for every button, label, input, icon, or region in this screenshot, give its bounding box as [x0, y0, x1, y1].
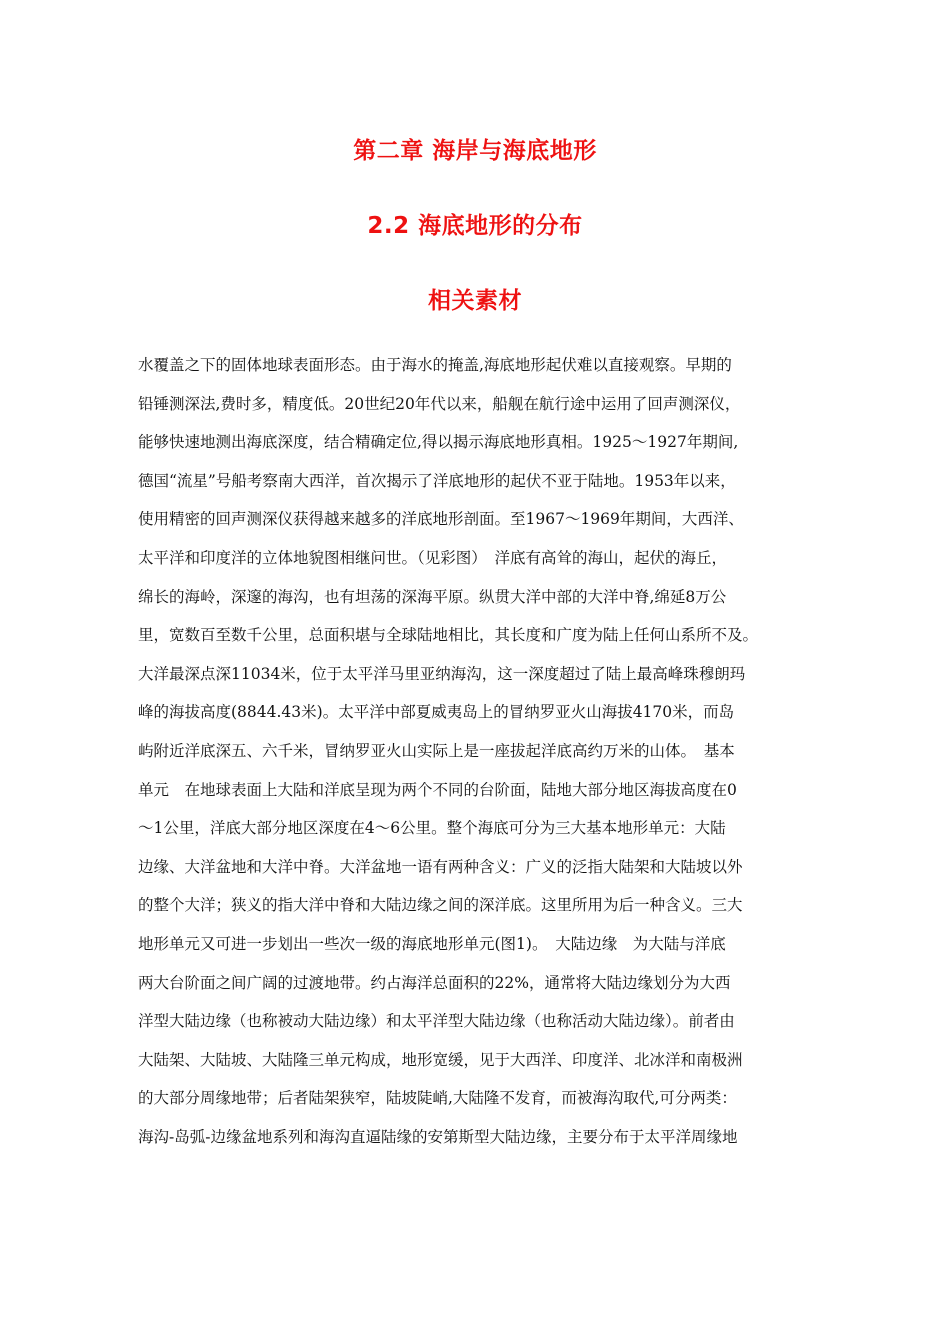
text-line: 地形单元又可进一步划出一些次一级的海底地形单元(图1)。 大陆边缘 为大陆与洋底 — [138, 934, 726, 953]
text-line: 单元 在地球表面上大陆和洋底呈现为两个不同的台阶面，陆地大部分地区海拔高度在0 — [138, 780, 737, 799]
text-line: 峰的海拔高度(8844.43米)。太平洋中部夏威夷岛上的冒纳罗亚火山海拔4170米，而岛 — [138, 703, 735, 722]
text-line: 太平洋和印度洋的立体地貌图相继问世。（见彩图） 洋底有高耸的海山，起伏的海丘， — [138, 548, 728, 567]
sub-title: 相关素材 — [428, 288, 522, 314]
body-paragraph — [138, 346, 838, 1156]
text-line: 海沟-岛弧-边缘盆地系列和海沟直逼陆缘的安第斯型大陆边缘，主要分布于太平洋周缘地 — [138, 1127, 738, 1146]
text-line: 的大部分周缘地带；后者陆架狭窄，陆坡陡峭,大陆隆不发育，而被海沟取代,可分两类： — [138, 1089, 737, 1108]
text-line: 使用精密的回声测深仪获得越来越多的洋底地形剖面。至1967～1969年期间，大西洋、 — [138, 510, 744, 529]
text-line: 屿附近洋底深五、六千米，冒纳罗亚火山实际上是一座拔起洋底高约万米的山体。 基本 — [138, 741, 735, 760]
text-line: 绵长的海岭，深邃的海沟，也有坦荡的深海平原。纵贯大洋中部的大洋中脊,绵延8万公 — [138, 587, 727, 606]
text-line: 洋型大陆边缘（也称被动大陆边缘）和太平洋型大陆边缘（也称活动大陆边缘）。前者由 — [138, 1012, 735, 1031]
text-line: 大洋最深点深11034米，位于太平洋马里亚纳海沟，这一深度超过了陆上最高峰珠穆朗玛 — [138, 664, 746, 683]
text-line: 铅锤测深法,费时多，精度低。20世纪20年代以来，船舰在航行途中运用了回声测深仪， — [138, 394, 741, 413]
text-line: ～1公里，洋底大部分地区深度在4～6公里。整个海底可分为三大基本地形单元：大陆 — [138, 819, 726, 838]
text-line: 里，宽数百至数千公里，总面积堪与全球陆地相比，其长度和广度为陆上任何山系所不及。 — [138, 626, 759, 645]
text-line: 能够快速地测出海底深度，结合精确定位,得以揭示海底地形真相。1925～1927年期间, — [138, 433, 739, 452]
text-line: 水覆盖之下的固体地球表面形态。由于海水的掩盖,海底地形起伏难以直接观察。早期的 — [138, 356, 732, 374]
text-line: 的整个大洋；狭义的指大洋中脊和大陆边缘之间的深洋底。这里所用为后一种含义。三大 — [138, 896, 743, 915]
text-line: 两大台阶面之间广阔的过渡地带。约占海洋总面积的22%，通常将大陆边缘划分为大西 — [138, 973, 731, 992]
text-line: 边缘、大洋盆地和大洋中脊。大洋盆地一语有两种含义：广义的泛指大陆架和大陆坡以外 — [138, 857, 743, 876]
section-title: 2.2 海底地形的分布 — [367, 213, 583, 239]
text-line: 德国“流星”号船考察南大西洋，首次揭示了洋底地形的起伏不亚于陆地。1953年以来， — [138, 471, 736, 490]
text-line: 大陆架、大陆坡、大陆隆三单元构成，地形宽缓，见于大西洋、印度洋、北冰洋和南极洲 — [138, 1050, 743, 1069]
chapter-title: 第二章 海岸与海底地形 — [353, 138, 597, 164]
